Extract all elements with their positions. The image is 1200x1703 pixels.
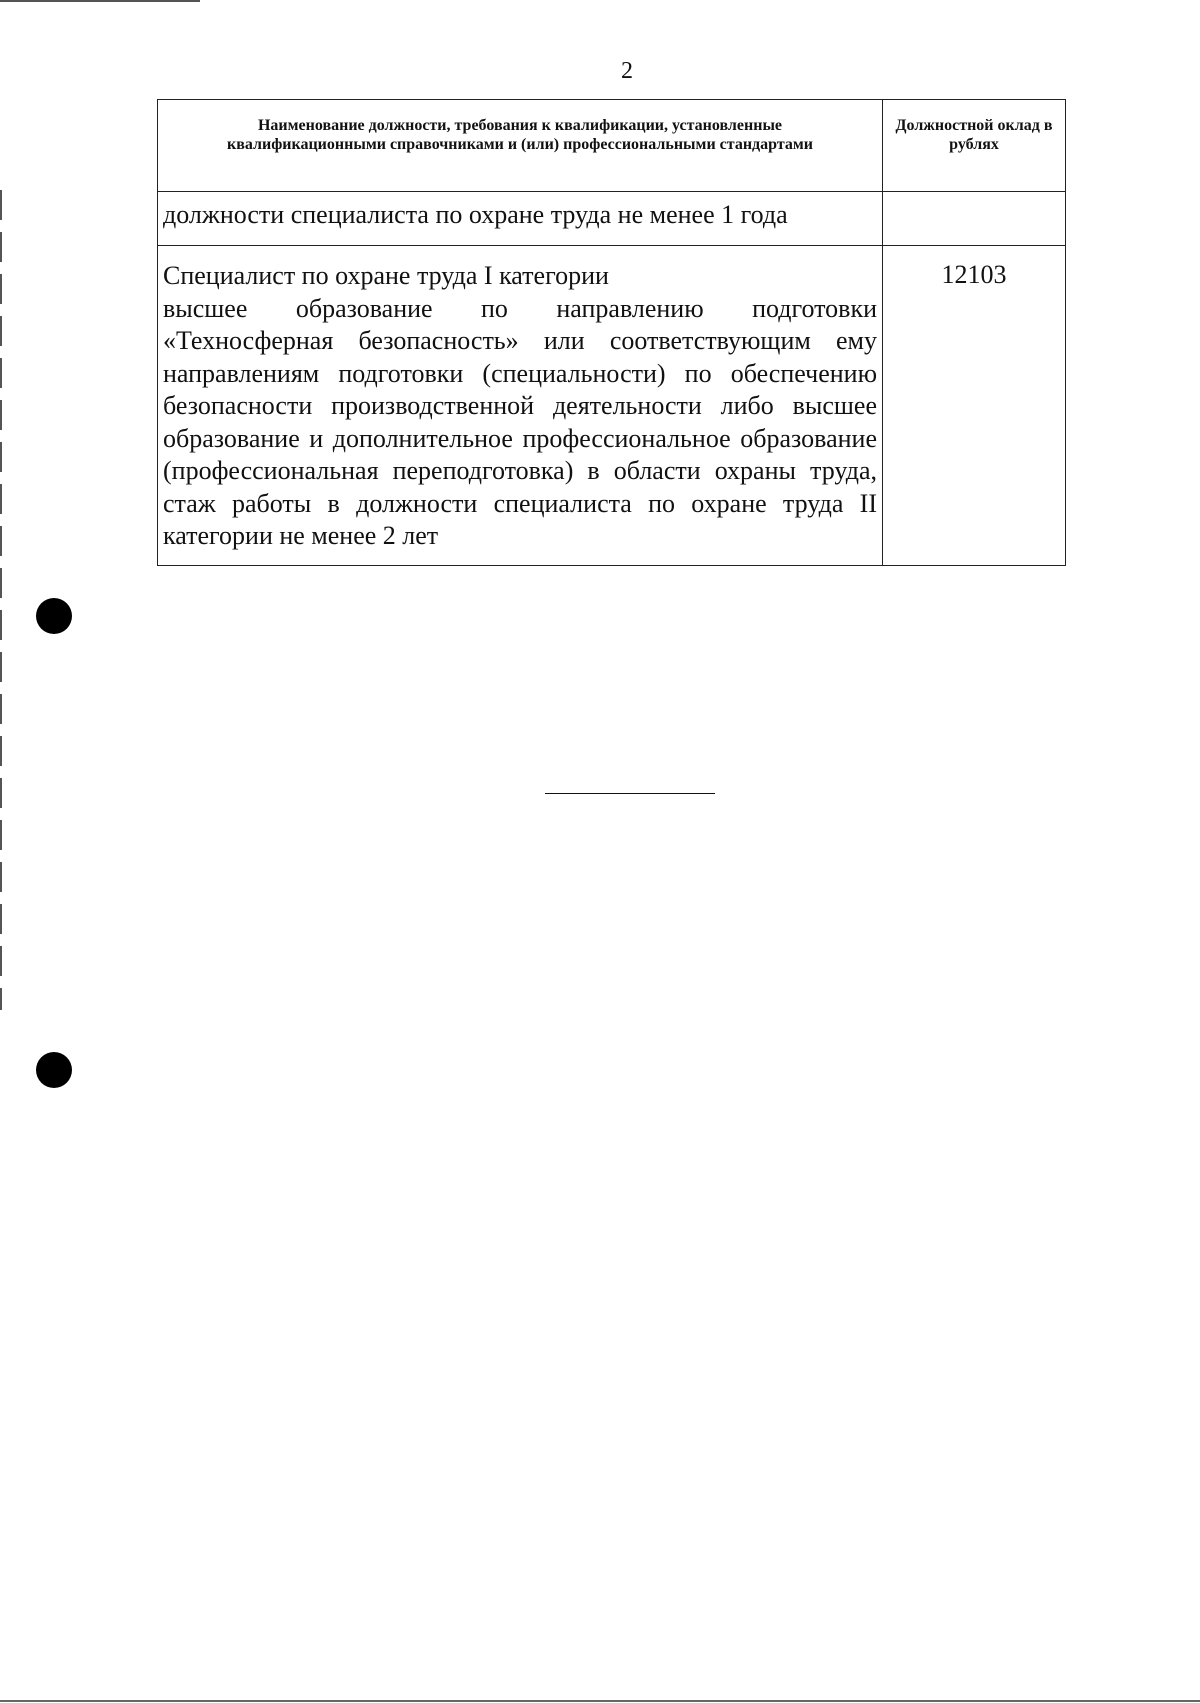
scan-edge-top xyxy=(0,0,200,2)
table-row xyxy=(158,246,1066,566)
punch-hole-bottom xyxy=(36,1052,72,1088)
row2-requirements-cell xyxy=(158,246,883,566)
scan-edge-left xyxy=(0,190,2,1010)
end-separator-line xyxy=(545,793,715,794)
header-position-requirements: Наименование должности, требования к квалификации, установленные квалификационными справочниками и (или) профессиональными стандартами xyxy=(158,100,883,192)
row1-salary xyxy=(883,192,1066,246)
table-row xyxy=(158,192,1066,246)
position-requirements: высшее образование по направлению подготовки «Техносферная безопасность» или соответствующим ему направлениям подготовки (специальности) по обеспечению безопасности производственной деятельности либо высшее образование и дополнительное профессиональное образование (профессиональная переподготовка) в области охраны труда, стаж работы в должности специалиста по охране труда II категории не менее 2 лет xyxy=(163,293,877,550)
table-header-row xyxy=(158,100,1066,192)
punch-hole-top xyxy=(36,598,72,634)
page-number: 2 xyxy=(621,58,633,84)
row1-requirements: должности специалиста по охране труда не менее 1 года xyxy=(158,192,883,246)
salary-table xyxy=(157,99,1066,566)
row2-salary: 12103 xyxy=(883,246,1066,566)
position-title: Специалист по охране труда I категории xyxy=(163,261,609,290)
scan-edge-bottom xyxy=(0,1700,1200,1702)
header-salary: Должностной оклад в рублях xyxy=(883,100,1066,192)
